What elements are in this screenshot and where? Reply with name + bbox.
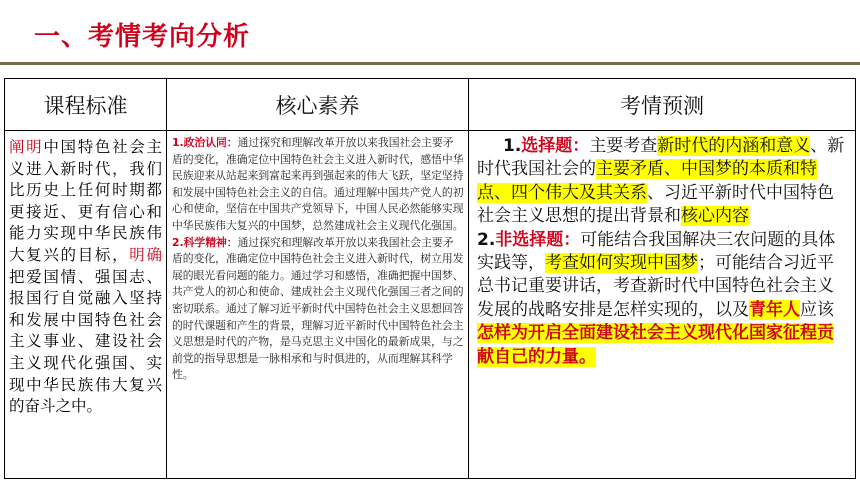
forecast-highlight-1: 新时代的内涵和意义 <box>657 136 811 156</box>
header-literacy: 核心素养 <box>167 79 469 131</box>
header-standard: 课程标准 <box>5 79 167 131</box>
forecast-number-2: 2. <box>477 229 496 250</box>
forecast-label-2: 非选择题： <box>495 229 581 250</box>
standard-text-1: 中国特色社会主义进入新时代，我们比历史上任何时期都更接近、更有信心和能力实现中华民族伟大复兴的目标， <box>9 138 162 264</box>
literacy-text-1: 通过探究和理解改革开放以来我国社会主要矛盾的变化，准确定位中国特色社会主义进入新时代，感悟中华民族迎来从站起来到富起来再到强起来的伟大飞跃，坚定坚持和发展中国特色社会主义的自信。通过理解中国共产党人的初心和使命，坚信在中国共产党领导下，中国人民必然能够实现中华民族伟大复兴的中国梦，总然建成社会主义现代化强国。 <box>172 136 464 232</box>
forecast-highlight-3: 核心内容 <box>681 206 749 227</box>
forecast-text-6: 应该 <box>800 299 834 320</box>
standard-keyword-1: 阐明 <box>9 138 44 156</box>
forecast-number-1: 1. <box>503 136 522 156</box>
forecast-highlight-2: 主要矛盾、中国梦的本质和特点、四个伟大及其关系 <box>477 159 817 203</box>
forecast-cell <box>469 131 855 478</box>
page-title: 一、考情考向分析 <box>34 22 251 52</box>
header-forecast: 考情预测 <box>469 79 855 131</box>
forecast-highlight-4: 考查如何实现中国梦 <box>545 253 698 274</box>
forecast-highlight-6: 怎样为开启全面建设社会主义现代化国家征程贡献自己的力量。 <box>477 323 834 367</box>
literacy-label-1: 1.政治认同： <box>172 136 238 149</box>
forecast-text-5: ；可能结合习近平总书记重要讲话，考查新时代中国特色社会主义发展的战略安排是怎样实现的，以及 <box>477 253 834 320</box>
forecast-highlight-5: 青年人 <box>749 299 800 320</box>
title-divider <box>0 62 860 65</box>
forecast-label-1: 选择题： <box>521 136 590 156</box>
literacy-cell <box>167 131 469 478</box>
standard-text-2: 把爱国情、强国志、报国行自觉融入坚持和发展中国特色社会主义事业、建设社会主义现代化强国、实现中华民族伟大复兴的奋斗之中。 <box>9 267 162 416</box>
forecast-text-4: 可能结合我国解决三农问题的具体实践等， <box>477 229 836 274</box>
literacy-label-2: 2.科学精神： <box>172 235 238 249</box>
forecast-text-2: 、新时代我国社会的 <box>477 136 845 180</box>
analysis-table <box>4 78 856 479</box>
forecast-text-1: 主要考查 <box>589 136 658 156</box>
literacy-text-2: 通过探究和理解改革开放以来我国社会主要矛盾的变化，准确定位中国特色社会主义进入新时代，树立用发展的眼光看问题的能力。通过学习和感悟，准确把握中国梦、共产党人的初心和使命、建成社会主义现代化强国三者之间的密切联系。通过了解习近平新时代中国特色社会主义思想回答的时代课题和产生的背景，理解习近平新时代中国特色社会主义思想是时代的产物，是马克思主义中国化的最新成果，与之前党的指导思想是一脉相承和与时俱进的，从而理解其科学性。 <box>172 235 464 382</box>
standard-keyword-2: 明确 <box>129 245 162 264</box>
forecast-text-3: 、习近平新时代中国特色社会主义思想的提出背景和 <box>477 182 834 227</box>
standard-cell <box>5 131 167 478</box>
